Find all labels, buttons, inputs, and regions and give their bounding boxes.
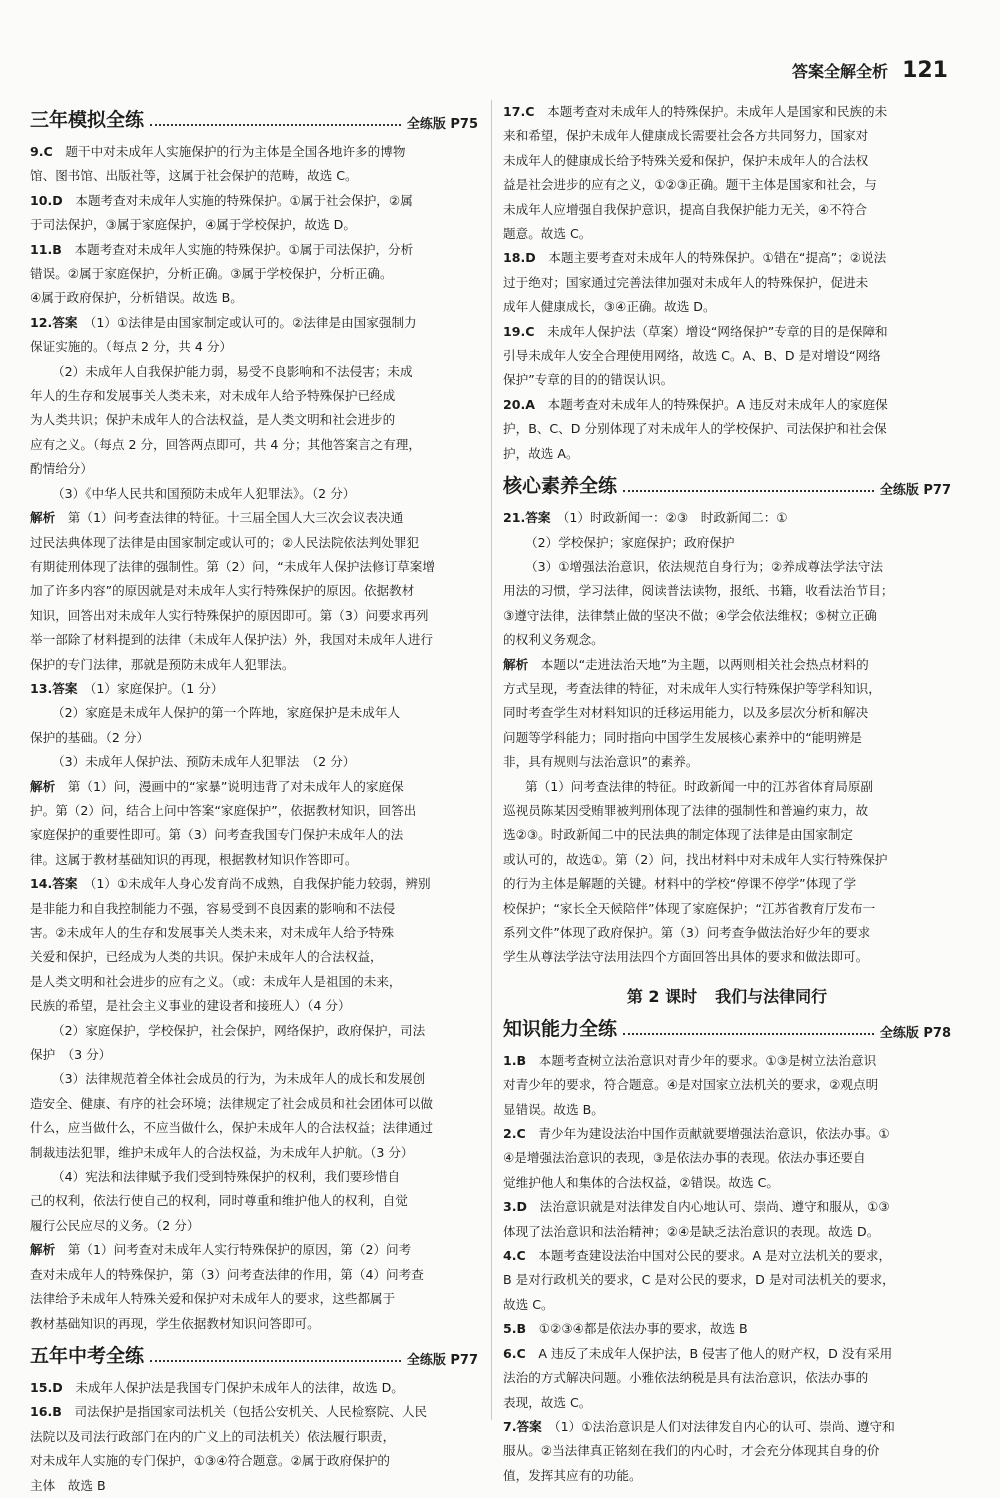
- analysis-line: 知识，回答出对未成年人实行特殊保护的原因即可。第（3）问要求再列: [30, 607, 429, 623]
- answer-line: （2）未成年人自我保护能力弱，易受不良影响和不法侵害；未成: [52, 363, 413, 379]
- answer-line: 是人类文明和社会进步的应有之义。（或：未成年人是祖国的未来，: [30, 973, 402, 989]
- answer-line: 7.答案 （1）①法治意识是人们对法律发自内心的认可、崇尚、遵守和: [503, 1418, 895, 1434]
- leader-dots: [623, 1033, 874, 1035]
- section-page-ref: 全练版 P78: [879, 1025, 951, 1041]
- answer-line: 法院以及司法行政部门在内的广义上的司法机关）依法履行职责，: [30, 1428, 396, 1444]
- answer-line: 保护 （3 分）: [30, 1047, 112, 1063]
- leader-dots: [150, 1360, 401, 1362]
- answer-line: 己的权利，依法行使自己的权利，同时尊重和维护他人的权利，自觉: [30, 1193, 408, 1209]
- answer-item: [30, 1400, 478, 1498]
- analysis-line: 解析 第（1）问，漫画中的“家暴”说明违背了对未成年人的家庭保: [30, 778, 404, 794]
- answer-number: 6.C: [503, 1345, 526, 1361]
- answer-item: [503, 506, 951, 970]
- analysis-line: 法律给予未成年人特殊关爱和保护对未成年人的要求，这些都属于: [30, 1291, 396, 1307]
- answer-number: 9.C: [30, 144, 53, 159]
- answer-item: [503, 246, 951, 319]
- answer-line: （3）法律规范着全体社会成员的行为，为未成年人的成长和发展创: [52, 1071, 426, 1087]
- answer-number: 10.D: [30, 192, 63, 208]
- answer-line: 14.答案 （1）①未成年人身心发育尚不成熟，自我保护能力较弱，辨别: [30, 876, 431, 892]
- analysis-line: 保护的专门法律，那就是预防未成年人犯罪法。: [30, 656, 295, 672]
- running-title: 答案全解全析: [792, 62, 889, 81]
- answer-line: 为人类共识；保护未成年人的合法权益，是人类文明和社会进步的: [30, 412, 396, 428]
- section-title: 三年模拟全练: [30, 109, 145, 131]
- analysis-line: 过民法典体现了法律是由国家制定或认可的；②人民法院依法判处罪犯: [30, 534, 420, 550]
- answer-line: 主体 故选 B: [30, 1477, 106, 1493]
- answer-line: 年人的生存和发展事关人类未来，对未成年人给予特殊保护已经成: [30, 388, 396, 404]
- answer-line: （2）学校保护；家庭保护；政府保护: [525, 534, 735, 550]
- answer-line: （2）家庭是未成年人保护的第一个阵地，家庭保护是未成年人: [52, 705, 401, 721]
- answer-line: 成年人健康成长，③④正确。故选 D。: [503, 299, 716, 315]
- page-number: 121: [902, 58, 948, 83]
- answer-number: 7.答案: [503, 1418, 542, 1434]
- analysis-line: 护。第（2）问，结合上问中答案“家庭保护”，依据教材知识，回答出: [30, 802, 417, 818]
- answer-line: 害。②未成年人的生存和发展事关人类未来，对未成年人给予特殊: [30, 925, 394, 940]
- answer-line: 制裁违法犯罪，维护未成年人的合法权益，为未成年人护航。（3 分）: [30, 1144, 414, 1160]
- answer-number: 15.D: [30, 1379, 63, 1395]
- answer-item: [30, 238, 478, 311]
- answer-number: 3.D: [503, 1199, 528, 1215]
- column-divider: [491, 100, 492, 1420]
- analysis-label: 解析: [30, 510, 56, 526]
- analysis-line: 教材基础知识的再现，学生依据教材知识问答即可。: [30, 1315, 320, 1331]
- answer-number: 19.C: [503, 323, 535, 339]
- answer-line: （4）宪法和法律赋予我们受到特殊保护的权利，我们要珍惜自: [52, 1169, 401, 1185]
- answer-line: 于司法保护，③属于家庭保护，④属于学校保护，故选 D。: [30, 217, 356, 233]
- analysis-line: 或认可的，故选①。第（2）问，找出材料中对未成年人实行特殊保护: [503, 851, 888, 867]
- answer-line: 题意。故选 C。: [503, 226, 592, 242]
- answer-item: [30, 140, 478, 189]
- answer-number: 13.答案: [30, 680, 78, 696]
- answer-line: 什么，应当做什么，不应当做什么，保护未成年人的合法权益；法律通过: [30, 1120, 433, 1136]
- analysis-line: 学生从尊法学法守法用法四个方面回答出具体的要求和做法即可。: [503, 949, 869, 965]
- answer-line: （3）未成年人保护法、预防未成年人犯罪法 （2 分）: [52, 754, 356, 770]
- section-title: 五年中考全练: [30, 1344, 145, 1367]
- analysis-line: 家庭保护的重要性即可。第（3）问考查我国专门保护未成年人的法: [30, 827, 404, 843]
- analysis-line: 律。这属于教材基础知识的再现，根据教材知识作答即可。: [30, 851, 358, 867]
- analysis-line: 解析 第（1）问考查法律的特征。十三届全国人大三次会议表决通: [30, 510, 404, 526]
- answer-line: 保护”专章的目的的错误认识。: [503, 372, 674, 388]
- answer-line: 错误。②属于家庭保护，分析正确。③属于学校保护，分析正确。: [30, 266, 393, 282]
- answer-number: 4.C: [503, 1248, 526, 1264]
- answer-line: （2）家庭保护，学校保护，社会保护，网络保护，政府保护，司法: [52, 1022, 426, 1038]
- answer-line: 护，故选 A。: [503, 445, 579, 461]
- answer-line: 的权利义务观念。: [503, 632, 604, 648]
- answer-item: [503, 1049, 951, 1122]
- answer-line: 来和希望，保护未成年人健康成长需要社会各方共同努力，国家对: [503, 128, 869, 144]
- answer-item: [503, 1317, 951, 1341]
- answer-line: 9.C 题干中对未成年人实施保护的行为主体是全国各地许多的博物: [30, 144, 406, 159]
- section-title: 核心素养全练: [503, 475, 618, 498]
- answer-number: 2.C: [503, 1126, 526, 1142]
- answer-number: 17.C: [503, 104, 535, 119]
- analysis-line: 选②③。时政新闻二中的民法典的制定体现了法律是由国家制定: [503, 827, 854, 843]
- answer-line: 酌情给分）: [30, 461, 93, 477]
- answer-line: 20.A 本题考查对未成年人的特殊保护。A 违反对未成年人的家庭保: [503, 396, 888, 412]
- analysis-line: 系列文件”体现了政府保护。第（3）问考查争做法治好少年的要求: [503, 925, 871, 940]
- section-title: 知识能力全练: [503, 1017, 618, 1040]
- lesson-title: 我们与法律同行: [715, 986, 828, 1006]
- answer-item: [503, 100, 951, 246]
- analysis-label: 解析: [30, 778, 56, 794]
- analysis-line: 校保护；“家长全天候陪伴”体现了家庭保护；“江苏省教育厅发布一: [503, 900, 876, 916]
- answer-line: 履行公民应尽的义务。（2 分）: [30, 1217, 200, 1233]
- answer-line: 16.B 司法保护是指国家司法机关（包括公安机关、人民检察院、人民: [30, 1404, 428, 1420]
- analysis-label: 解析: [503, 656, 529, 672]
- answer-number: 5.B: [503, 1321, 527, 1337]
- answer-line: 过于绝对；国家通过完善法律加强对未成年人的特殊保护，促进未: [503, 274, 869, 290]
- answer-line: 17.C 本题考查对未成年人的特殊保护。未成年人是国家和民族的未: [503, 104, 888, 119]
- answer-item: [30, 311, 478, 677]
- answer-item: [503, 320, 951, 393]
- analysis-line: 解析 本题以“走进法治天地”为主题，以两则相关社会热点材料的: [503, 656, 869, 672]
- answer-line: 18.D 本题主要考查对未成年人的特殊保护。①错在“提高”；②说法: [503, 250, 887, 266]
- analysis-line: 问题等学科能力；同时指向中国学生发展核心素养中的“能明辨是: [503, 729, 863, 745]
- analysis-line: 有期徒刑体现了法律的强制性。第（2）问，“未成年人保护法修订草案增: [30, 558, 435, 574]
- answer-line: 故选 C。: [503, 1296, 554, 1312]
- answer-line: 是非能力和自我控制能力不强，容易受到不良因素的影响和不法侵: [30, 900, 396, 916]
- answer-line: 用法的习惯，学习法律，阅读普法读物，报纸、书籍，收看法治节目；: [503, 583, 894, 599]
- answer-item: [503, 1342, 951, 1415]
- section-header: [503, 1013, 951, 1041]
- answer-line: 对未成年人实施的专门保护，①③④符合题意。②属于政府保护的: [30, 1453, 391, 1469]
- section-page-ref: 全练版 P77: [879, 483, 951, 499]
- answer-number: 14.答案: [30, 876, 78, 892]
- answer-line: 应有之义。（每点 2 分，回答两点即可，共 4 分；其他答案言之有理，: [30, 436, 421, 452]
- answer-line: B 是对行政机关的要求，C 是对公民的要求，D 是对司法机关的要求，: [503, 1272, 895, 1288]
- leader-dots: [623, 490, 874, 492]
- analysis-line: 第（1）问考查法律的特征。时政新闻一中的江苏省体育局原副: [525, 778, 874, 794]
- answer-line: 显错误。故选 B。: [503, 1101, 604, 1117]
- leader-dots: [150, 124, 401, 126]
- answer-line: 3.D 法治意识就是对法律发自内心地认可、崇尚、遵守和服从，①③: [503, 1199, 890, 1215]
- section-header: [30, 1340, 478, 1368]
- answer-number: 11.B: [30, 241, 62, 257]
- answer-line: 6.C A 违反了未成年人保护法，B 侵害了他人的财产权，D 没有采用: [503, 1345, 893, 1361]
- answer-line: 未成年人应增强自我保护意识，提高自我保护能力无关，④不符合: [503, 201, 867, 217]
- answer-line: 12.答案 （1）①法律是由国家制定或认可的。②法律是由国家强制力: [30, 314, 417, 330]
- answer-item: [30, 872, 478, 1336]
- analysis-line: 举一部除了材料提到的法律（未成年人保护法）外，我国对未成年人进行: [30, 632, 433, 648]
- lesson-number: 第 2 课时: [626, 986, 698, 1006]
- answer-line: 馆、图书馆、出版社等，这属于社会保护的范畴，故选 C。: [30, 168, 358, 184]
- answer-line: （3）《中华人民共和国预防未成年人犯罪法》。（2 分）: [52, 485, 356, 501]
- analysis-line: 解析 第（1）问考查对未成年人实行特殊保护的原因，第（2）问考: [30, 1242, 412, 1258]
- answer-number: 16.B: [30, 1404, 62, 1420]
- answer-line: 5.B ①②③④都是依法办事的要求，故选 B: [503, 1321, 748, 1337]
- answer-line: 21.答案 （1）时政新闻一：②③ 时政新闻二：①: [503, 510, 788, 526]
- answer-line: 1.B 本题考查树立法治意识对青少年的要求。①③是树立法治意识: [503, 1052, 877, 1068]
- answer-line: 护，B、C、D 分别体现了对未成年人的学校保护、司法保护和社会保: [503, 421, 887, 437]
- analysis-label: 解析: [30, 1242, 56, 1258]
- answer-item: [503, 393, 951, 466]
- section-page-ref: 全练版 P75: [406, 117, 478, 132]
- analysis-line: 同时考查学生对材料知识的迁移运用能力，以及多层次分析和解决: [503, 705, 869, 721]
- answer-item: [30, 189, 478, 238]
- answer-line: （3）①增强法治意识，依法规范自身行为；②养成尊法学法守法: [525, 558, 884, 574]
- answer-item: [503, 1122, 951, 1195]
- analysis-line: 非，具有规则与法治意识”的素养。: [503, 754, 699, 770]
- page-header: [792, 58, 948, 83]
- answer-line: 服从。②当法律真正铭刻在我们的内心时，才会充分体现其自身的价: [503, 1443, 880, 1459]
- answer-line: ④是增强法治意识的表现，③是依法办事的表现。依法办事还要自: [503, 1150, 866, 1166]
- answer-line: 值，发挥其应有的功能。: [503, 1467, 642, 1483]
- answer-line: 19.C 未成年人保护法（草案）增设“网络保护”专章的目的是保障和: [503, 323, 888, 339]
- answer-number: 12.答案: [30, 314, 78, 330]
- left-column: [30, 100, 478, 1498]
- analysis-line: 方式呈现，考查法律的特征，对未成年人实行特殊保护等学科知识，: [503, 680, 881, 696]
- answer-item: [503, 1244, 951, 1317]
- answer-line: 民族的希望，是社会主义事业的建设者和接班人）（4 分）: [30, 998, 351, 1014]
- answer-line: 保护的基础。（2 分）: [30, 729, 150, 745]
- answer-item: [503, 1195, 951, 1244]
- answer-item: [30, 1376, 478, 1400]
- answer-item: [30, 677, 478, 872]
- answer-line: 觉维护他人和集体的合法权益，②错误。故选 C。: [503, 1174, 779, 1190]
- answer-line: ④属于政府保护，分析错误。故选 B。: [30, 290, 243, 306]
- analysis-line: 的行为主体是解题的关键。材料中的学校“停课不停学”体现了学: [503, 876, 857, 892]
- answer-number: 1.B: [503, 1052, 527, 1068]
- answer-line: 15.D 未成年人保护法是我国专门保护未成年人的法律，故选 D。: [30, 1379, 404, 1395]
- right-column: [503, 100, 951, 1488]
- answer-line: 保证实施的。（每点 2 分，共 4 分）: [30, 339, 233, 355]
- answer-line: 造安全、健康、有序的社会环境；法律规定了社会成员和社会团体可以做: [30, 1095, 433, 1111]
- answer-line: 对青少年的要求，符合题意。④是对国家立法机关的要求，②观点明: [503, 1077, 879, 1093]
- answer-line: 引导未成年人安全合理使用网络，故选 C。A、B、D 是对增设“网络: [503, 348, 881, 364]
- lesson-heading: [503, 984, 951, 1007]
- section-header: [30, 104, 478, 132]
- answer-line: ③遵守法律，法律禁止做的坚决不做；④学会依法维权；⑤树立正确: [503, 607, 877, 623]
- answer-line: 益是社会进步的应有之义，①②③正确。题干主体是国家和社会，与: [503, 177, 877, 193]
- answer-line: 13.答案 （1）家庭保护。（1 分）: [30, 680, 224, 696]
- answer-line: 表现，故选 C。: [503, 1394, 592, 1410]
- answer-line: 法治的方式解决问题。小雅依法纳税是具有法治意识，依法办事的: [503, 1370, 869, 1386]
- answer-line: 体现了法治意识和法治精神；②④是缺乏法治意识的表现。故选 D。: [503, 1223, 880, 1239]
- answer-line: 未成年人的健康成长给予特殊关爱和保护，保护未成年人的合法权: [503, 152, 869, 168]
- answer-line: 2.C 青少年为建设法治中国作贡献就要增强法治意识，依法办事。①: [503, 1126, 890, 1142]
- analysis-line: 加了许多内容”的原因就是对未成年人实行特殊保护的原因。依据教材: [30, 583, 415, 599]
- answer-item: [503, 1415, 951, 1488]
- answer-number: 18.D: [503, 250, 536, 266]
- answer-line: 10.D 本题考查对未成年人实施的特殊保护。①属于社会保护，②属: [30, 192, 413, 208]
- analysis-line: 巡视员陈某因受贿罪被判刑体现了法律的强制性和普遍约束力，故: [503, 802, 869, 818]
- answer-number: 20.A: [503, 396, 536, 412]
- answer-line: 4.C 本题考查建设法治中国对公民的要求。A 是对立法机关的要求，: [503, 1248, 892, 1264]
- answer-line: 关爱和保护，已经成为人类的共识。保护未成年人的合法权益，: [30, 949, 383, 965]
- answer-number: 21.答案: [503, 510, 551, 526]
- section-page-ref: 全练版 P77: [406, 1352, 478, 1368]
- section-header: [503, 470, 951, 498]
- analysis-line: 查对未成年人的特殊保护，第（3）问考查法律的作用，第（4）问考查: [30, 1266, 424, 1282]
- answer-line: 11.B 本题考查对未成年人实施的特殊保护。①属于司法保护，分析: [30, 241, 414, 257]
